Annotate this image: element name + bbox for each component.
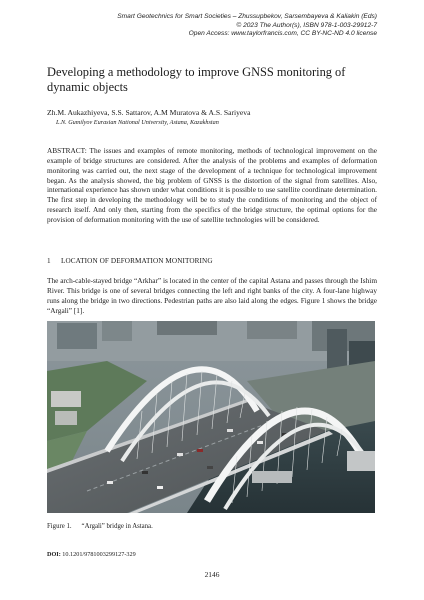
paper-authors: Zh.M. Aukazhiyeva, S.S. Sattarov, A.M Muratova & A.S. Sariyeva bbox=[47, 108, 251, 117]
doi-label: DOI: bbox=[47, 551, 61, 558]
running-header bbox=[37, 13, 377, 39]
figure-caption-text: “Argali” bridge in Astana. bbox=[81, 523, 153, 530]
section-title: LOCATION OF DEFORMATION MONITORING bbox=[61, 257, 213, 265]
header-line-1: Smart Geotechnics for Smart Societies – Zhussupbekov, Sarsembayeva & Kaliakin (Eds) bbox=[117, 13, 377, 20]
bridge-photo-illustration bbox=[47, 321, 375, 513]
page-number: 2146 bbox=[204, 570, 220, 579]
figure-caption bbox=[47, 522, 377, 531]
paper-title: Developing a methodology to improve GNSS monitoring of dynamic objects bbox=[47, 65, 346, 94]
header-line-3: Open Access: www.taylorfrancis.com, CC BY-NC-ND 4.0 license bbox=[188, 30, 377, 38]
header-line-2: © 2023 The Author(s), ISBN 978-1-003-29912-7 bbox=[236, 21, 377, 29]
abstract-text: The issues and examples of remote monitoring, methods of technological improvement on the example of bridge structures are considered. After the analysis of the problems and examples of deformation monitoring was carried out, the next stage of the development of a technique for technological improvement began. As the analysis showed, the big problem of GNSS is the distortion of the signal from satellites. Also, international experience has shown under what conditions it is possible to use satellite coordinate determination. The first step in developing the methodology will be to study the conditions of monitoring and the object of research itself. And only then, starting from the specifics of the bridge structure, the optimal options for the provision of deformation monitoring with the use of satellite technologies will be considered. bbox=[47, 146, 377, 224]
figure-label: Figure 1. bbox=[47, 523, 72, 530]
abstract-label: ABSTRACT: bbox=[47, 146, 87, 155]
section-heading bbox=[47, 257, 377, 266]
author-affiliation: L.N. Gumilyov Eurasian National University, Astana, Kazakhstan bbox=[56, 119, 219, 126]
abstract bbox=[47, 146, 377, 225]
doi-value: 10.1201/9781003299127-329 bbox=[62, 551, 136, 558]
bridge-photo bbox=[47, 321, 375, 513]
section-paragraph: The arch-cable-stayed bridge “Arkhar” is located in the center of the capital Astana and passes through the Ishim River. This bridge is one of several bridges connecting the left and right banks of the city. A four-lane highway runs along the bridge in two directions. Pedestrian paths are also laid along the edges. Figure 1 shows the bridge “Argali” [1]. bbox=[47, 276, 377, 315]
doi-line bbox=[47, 551, 377, 559]
section-number: 1 bbox=[47, 257, 51, 265]
